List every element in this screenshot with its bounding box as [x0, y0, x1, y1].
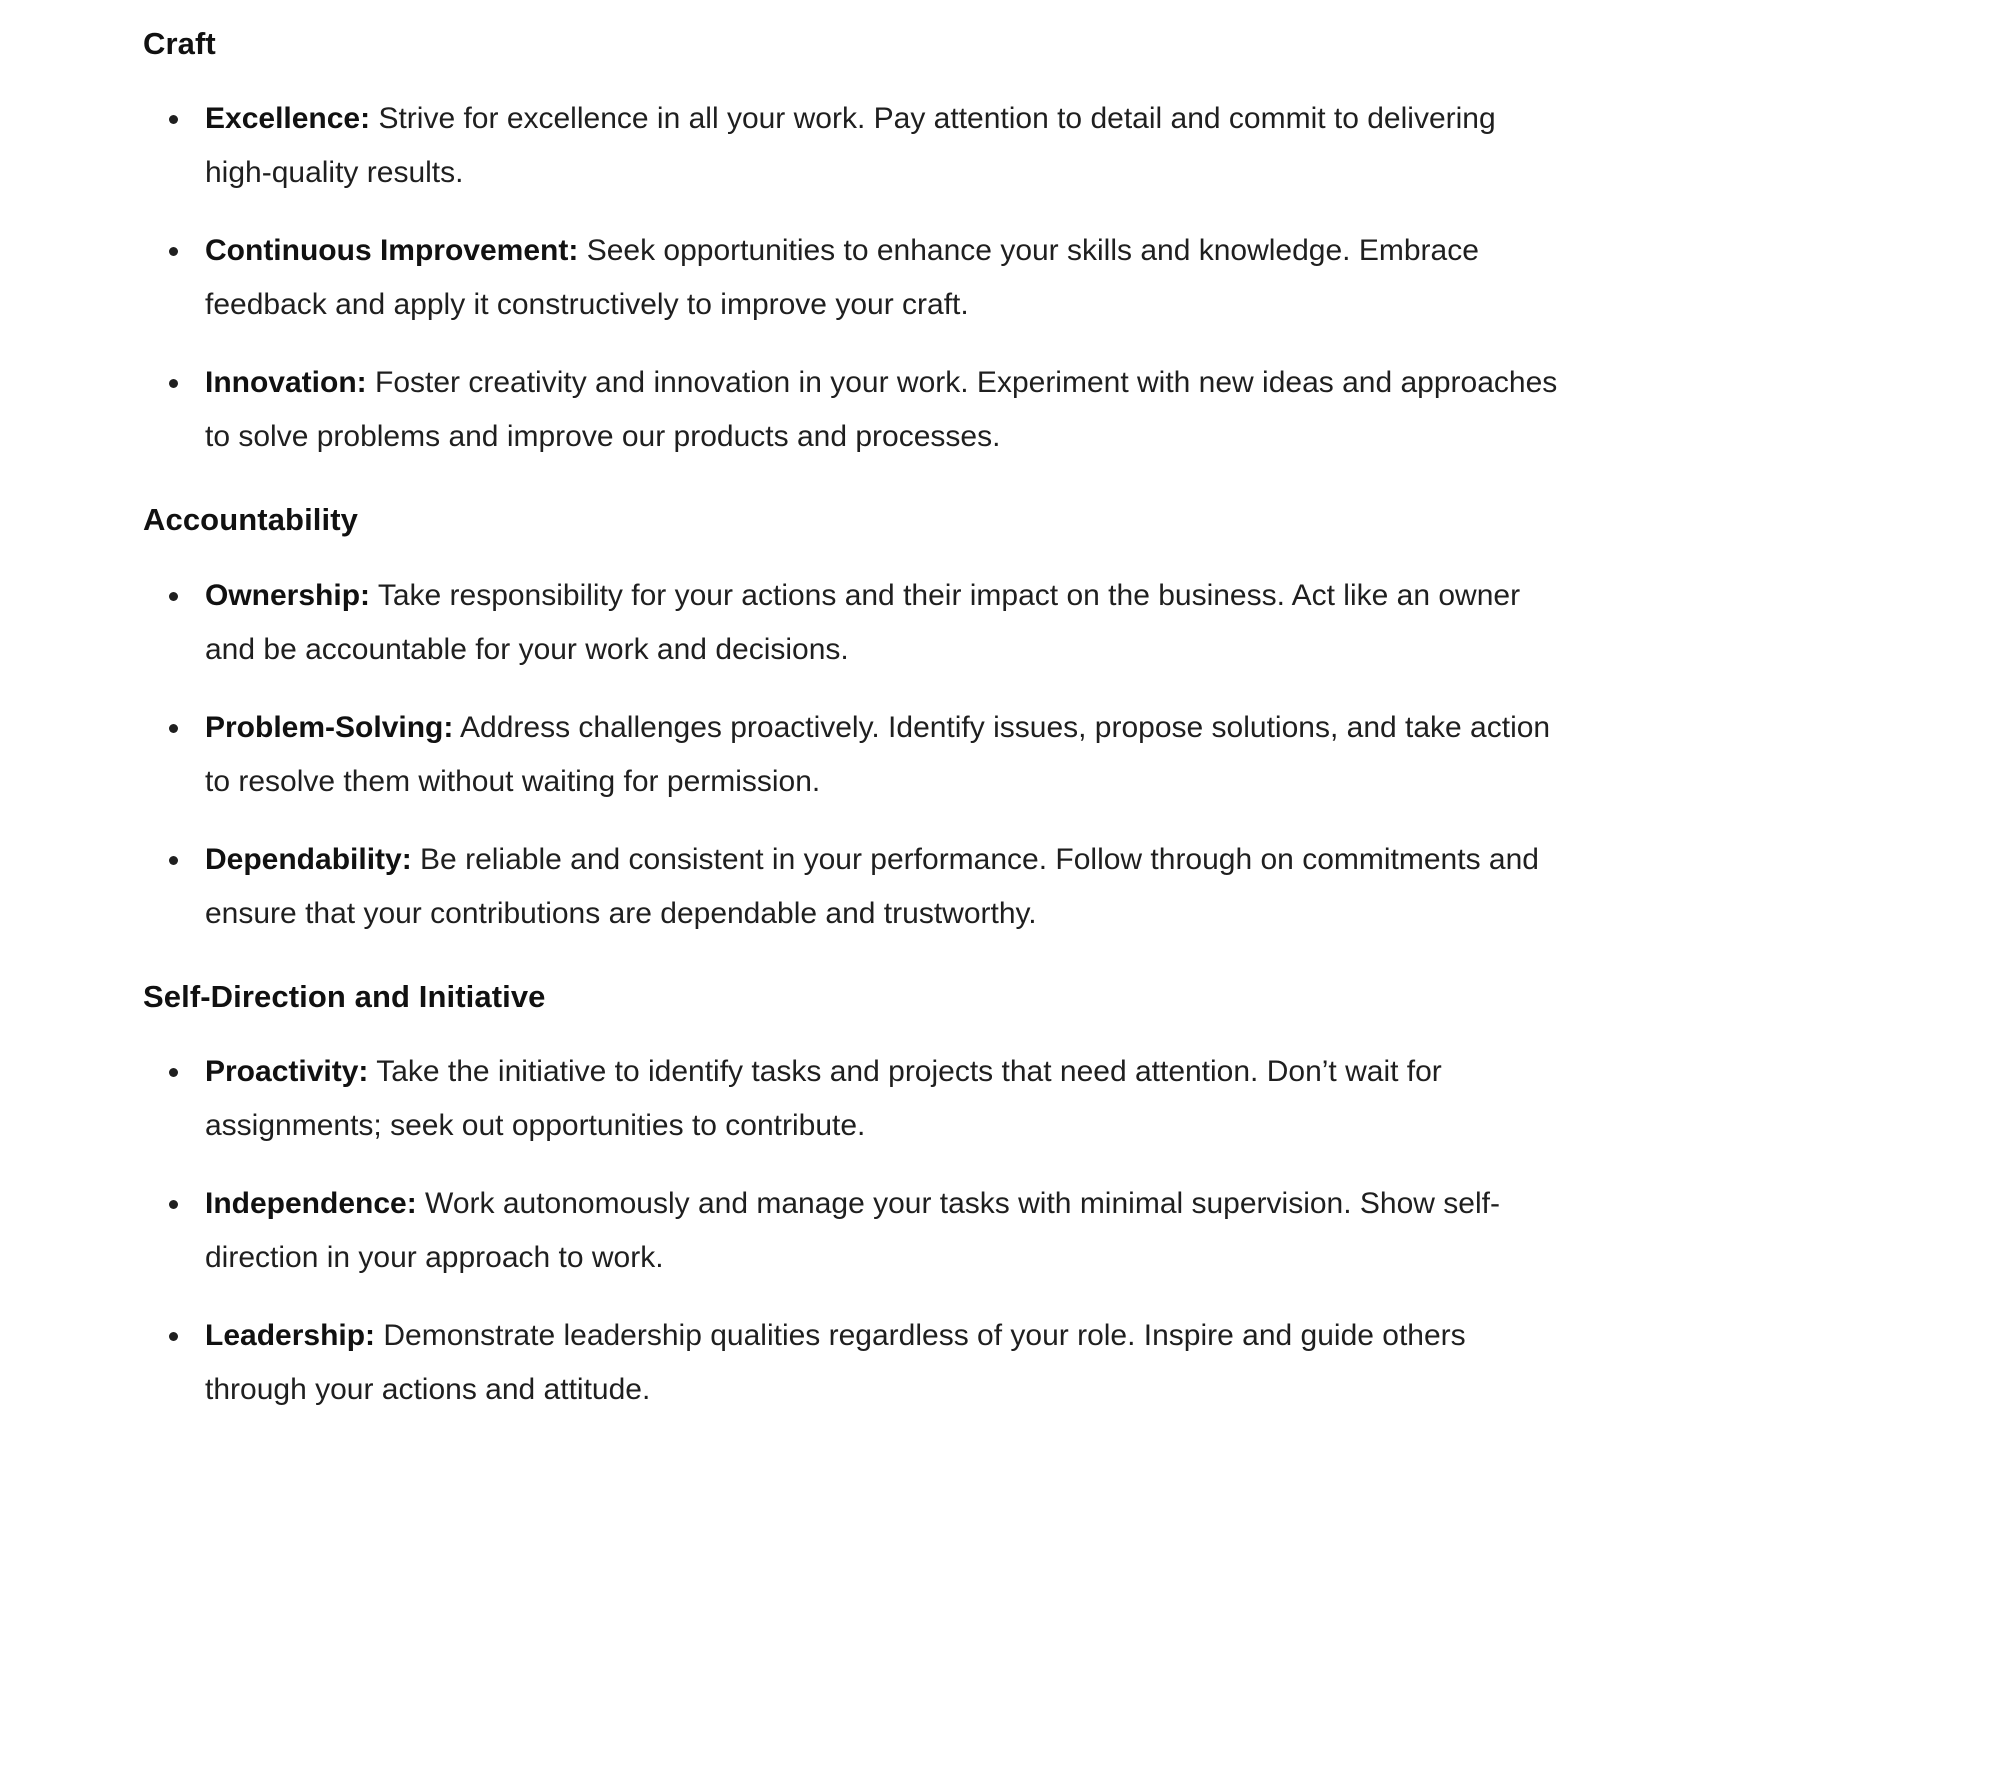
- bullet-item: [143, 356, 1563, 464]
- bullet-item: [143, 92, 1563, 200]
- item-term: Excellence:: [205, 102, 371, 136]
- item-text: Be reliable and consistent in your performance. Follow through on commitments and ensure that your contributions are dependable and trustworthy.: [205, 842, 1539, 930]
- bullet-item: [143, 224, 1563, 332]
- bullet-list: [143, 569, 1600, 941]
- bullet-item: [143, 1309, 1563, 1417]
- item-text: Foster creativity and innovation in your work. Experiment with new ideas and approaches to solve problems and improve our products and processes.: [205, 366, 1558, 454]
- item-term: Innovation:: [205, 366, 367, 400]
- bullet-item: [143, 1177, 1563, 1285]
- section-self-direction-and-initiative: [143, 977, 1600, 1417]
- item-term: Leadership:: [205, 1318, 376, 1352]
- item-term: Dependability:: [205, 842, 412, 876]
- section-craft: [143, 24, 1600, 464]
- item-text: Strive for excellence in all your work. Pay attention to detail and commit to delivering high-quality results.: [205, 102, 1496, 190]
- bullet-item: [143, 569, 1563, 677]
- bullet-list: [143, 1045, 1600, 1417]
- bullet-item: [143, 1045, 1563, 1153]
- bullet-list: [143, 92, 1600, 464]
- section-accountability: [143, 500, 1600, 940]
- item-text: Take responsibility for your actions and their impact on the business. Act like an owner and be accountable for your work and decisions.: [205, 578, 1521, 666]
- item-term: Independence:: [205, 1186, 417, 1220]
- bullet-item: [143, 833, 1563, 941]
- item-text: Work autonomously and manage your tasks with minimal supervision. Show self-direction in your approach to work.: [205, 1186, 1500, 1274]
- item-term: Problem-Solving:: [205, 710, 454, 744]
- item-term: Ownership:: [205, 578, 371, 612]
- item-text: Seek opportunities to enhance your skills and knowledge. Embrace feedback and apply it constructively to improve your craft.: [205, 234, 1479, 322]
- item-text: Take the initiative to identify tasks and projects that need attention. Don’t wait for assignments; seek out opportunities to contribute.: [205, 1054, 1442, 1142]
- item-term: Continuous Improvement:: [205, 234, 579, 268]
- section-heading: Self-Direction and Initiative: [143, 978, 546, 1014]
- bullet-item: [143, 701, 1563, 809]
- section-heading: Craft: [143, 26, 216, 61]
- item-text: Address challenges proactively. Identify issues, propose solutions, and take action to resolve them without waiting for permission.: [205, 710, 1551, 798]
- item-text: Demonstrate leadership qualities regardless of your role. Inspire and guide others through your actions and attitude.: [205, 1318, 1466, 1406]
- section-heading: Accountability: [143, 502, 358, 538]
- item-term: Proactivity:: [205, 1054, 369, 1088]
